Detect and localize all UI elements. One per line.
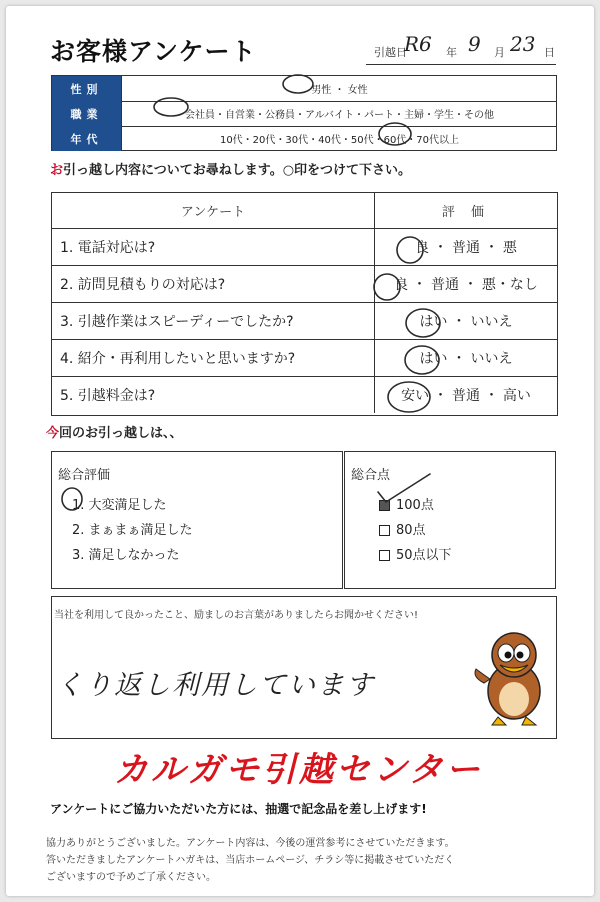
move-date xyxy=(366,32,556,65)
question-1: 1. 電話対応は? xyxy=(60,239,156,256)
month-unit: 月 xyxy=(494,46,505,59)
page-title: お客様アンケート xyxy=(50,37,257,66)
question-3: 3. 引越作業はスピーディーでしたか? xyxy=(60,313,294,330)
prize-notice: アンケートにご協力いただいた方には、抽選で記念品を差し上げます! xyxy=(50,802,427,816)
answer-3: はい ・ いいえ xyxy=(374,302,557,339)
duck-mascot-icon xyxy=(470,619,556,729)
overall-title: 総合評価 xyxy=(58,468,111,483)
survey-header-row xyxy=(52,193,557,229)
score-option-80 xyxy=(379,519,426,538)
checkbox-50 xyxy=(379,550,390,561)
checkbox-80 xyxy=(379,525,390,536)
survey-row-2 xyxy=(52,265,557,303)
handwritten-comment: くり返し利用しています xyxy=(56,670,375,701)
day-unit: 日 xyxy=(544,46,555,59)
date-label: 引越日 xyxy=(374,46,407,59)
score-option-50-label: 50点以下 xyxy=(396,548,452,563)
checkbox-100 xyxy=(379,500,390,511)
month-value: 9 xyxy=(468,32,481,56)
next-move-text: 回のお引っ越しは、、 xyxy=(59,426,183,441)
overall-rating-box xyxy=(51,451,343,589)
survey-row-1 xyxy=(52,228,557,266)
next-move-heading xyxy=(46,422,183,441)
footer-line-3: ございますので予めご了承ください。 xyxy=(46,872,216,883)
year-unit: 年 xyxy=(446,46,457,59)
occupation-label: 職業 xyxy=(52,101,122,126)
survey-header-rating: 評 価 xyxy=(374,193,557,228)
gender-label: 性別 xyxy=(52,76,122,101)
answer-5: 安い ・ 普通 ・ 高い xyxy=(374,376,557,413)
comment-prompt: 当社を利用して良かったこと、励ましのお言葉がありましたらお聞かせください! xyxy=(54,610,419,621)
score-option-100 xyxy=(379,494,434,513)
survey-row-3 xyxy=(52,302,557,340)
age-row xyxy=(52,126,556,151)
score-option-100-label: 100点 xyxy=(396,498,434,513)
day-value: 23 xyxy=(510,32,536,56)
survey-table xyxy=(51,192,558,416)
question-4: 4. 紹介・再利用したいと思いますか? xyxy=(60,350,296,367)
overall-option-2: 2. まぁまぁ満足した xyxy=(72,523,193,538)
score-option-50 xyxy=(379,544,452,563)
occupation-options: 会社員・自営業・公務員・アルバイト・パート・主婦・学生・その他 xyxy=(185,110,494,121)
age-options: 10代・20代・30代・40代・50代・60代・70代以上 xyxy=(219,135,460,146)
question-2: 2. 訪問見積もりの対応は? xyxy=(60,276,226,293)
footer-line-1: 協力ありがとうございました。アンケート内容は、今後の運営参考にさせていただきます。 xyxy=(46,838,455,849)
survey-row-4 xyxy=(52,339,557,377)
instruction-body: 引っ越し内容についてお尋ねします。○印をつけて下さい。 xyxy=(63,163,412,178)
overall-option-1: 1. 大変満足した xyxy=(72,498,167,513)
survey-postcard xyxy=(6,6,594,896)
instruction-text xyxy=(50,159,411,178)
age-label: 年代 xyxy=(52,126,122,151)
year-value: R6 xyxy=(404,32,432,56)
answer-4: はい ・ いいえ xyxy=(374,339,557,376)
question-5: 5. 引越料金は? xyxy=(60,387,156,404)
score-title: 総合点 xyxy=(351,468,391,483)
footer-line-2: 答いただきましたアンケートハガキは、当店ホームページ、チラシ等に掲載させていただく xyxy=(46,855,455,866)
survey-header-question: アンケート xyxy=(180,205,246,220)
answer-1: 良 ・ 普通 ・ 悪 xyxy=(374,228,557,265)
occupation-row xyxy=(52,101,556,127)
overall-option-3: 3. 満足しなかった xyxy=(72,548,180,563)
next-move-lead: 今 xyxy=(46,426,60,441)
total-score-box xyxy=(344,451,556,589)
answer-2: 良 ・ 普通 ・ 悪・なし xyxy=(374,265,557,302)
comment-box xyxy=(51,596,557,739)
gender-row xyxy=(52,76,556,102)
brand-logo: カルガモ引越センター xyxy=(114,750,483,790)
instruction-lead: お xyxy=(50,163,64,178)
score-option-80-label: 80点 xyxy=(396,523,426,538)
gender-options: 男性 ・ 女性 xyxy=(311,85,368,96)
survey-row-5 xyxy=(52,376,557,413)
respondent-info-table xyxy=(51,75,557,151)
